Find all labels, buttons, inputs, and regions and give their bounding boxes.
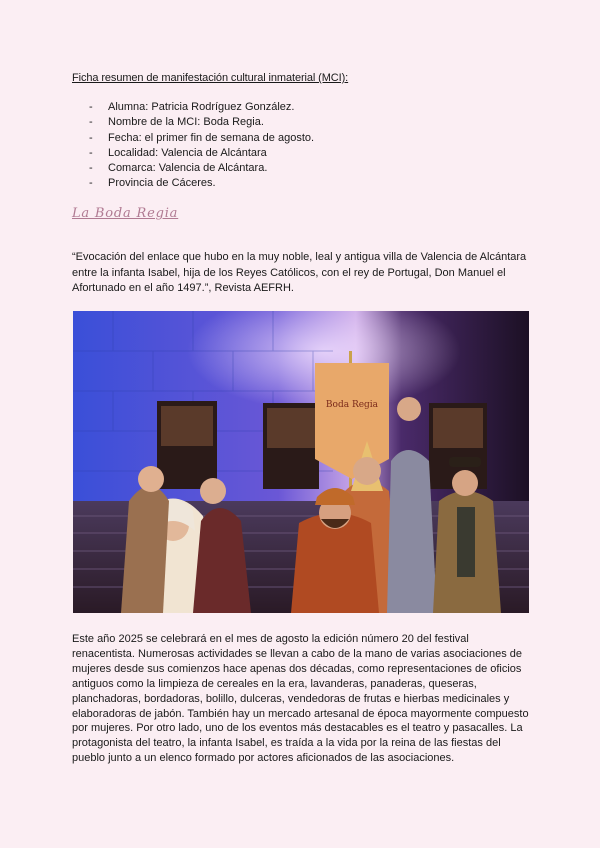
- list-item-text: Nombre de la MCI: Boda Regia.: [108, 116, 264, 129]
- list-item-text: Comarca: Valencia de Alcántara.: [108, 162, 268, 175]
- body-paragraph: Este año 2025 se celebrará en el mes de agosto la edición número 20 del festival renacentista. Numerosas actividades se llevan a cabo de la mano de varias asociaciones de mujeres desde sus comienzos hace apenas dos décadas, como representaciones de oficios antiguos como la limpieza de cereales en la era, lavanderas, panaderas, queseras, planchadoras, bordadoras, bolillo, dulceras, vendedoras de frutas e hierbas medicinales y elaboradoras de jabón. También hay un mercado artesanal de época mayormente compuesto por mujeres. Por otro lado, uno de los eventos más destacables es el teatro y pasacalles. La protagonista del teatro, la infanta Isabel, es traída a la vida por la reina de las fiestas del pueblo junto a un elenco formado por actores aficionados de las asociaciones.: [72, 633, 529, 765]
- list-dash: -: [89, 146, 93, 159]
- list-dash: -: [89, 177, 93, 190]
- page-heading: Ficha resumen de manifestación cultural inmaterial (MCI):: [72, 72, 349, 84]
- info-list: [72, 100, 314, 192]
- banner-text: Boda Regia: [325, 400, 379, 410]
- section-title: La Boda Regia: [72, 206, 179, 221]
- festival-photo: [73, 311, 529, 613]
- list-item: [72, 146, 314, 161]
- list-item-text: Localidad: Valencia de Alcántara: [108, 146, 267, 159]
- list-item: [72, 100, 314, 115]
- list-dash: -: [89, 131, 93, 144]
- list-item-text: Alumna: Patricia Rodríguez González.: [108, 101, 295, 113]
- list-dash: -: [89, 162, 93, 175]
- list-item: [72, 115, 314, 130]
- quote-paragraph: “Evocación del enlace que hubo en la muy noble, leal y antigua villa de Valencia de Alcántara entre la infanta Isabel, hija de los Reyes Católicos, con el rey de Portugal, Don Manuel el Afortunado en el año 1497.”, Revista AEFRH.: [72, 251, 527, 294]
- list-item-text: Provincia de Cáceres.: [108, 177, 216, 190]
- list-dash: -: [89, 116, 93, 129]
- festival-photo-illustration: [73, 311, 529, 613]
- list-dash: -: [89, 101, 93, 113]
- list-item: [72, 131, 314, 146]
- list-item: [72, 161, 314, 176]
- list-item-text: Fecha: el primer fin de semana de agosto.: [108, 131, 315, 144]
- list-item: [72, 176, 314, 191]
